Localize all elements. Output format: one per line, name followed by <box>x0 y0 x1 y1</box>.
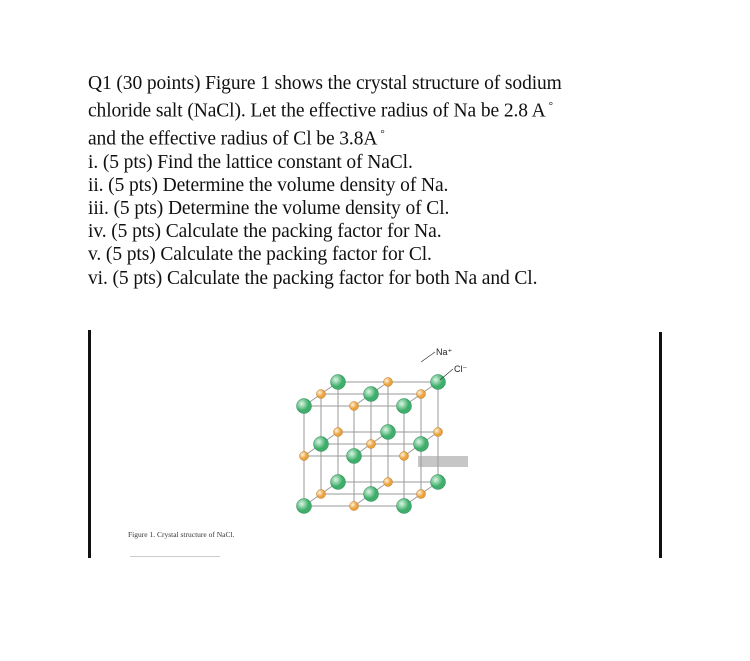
cl-ion-atom <box>381 425 396 440</box>
na-ion-atom <box>300 452 309 461</box>
na-ion-atom <box>384 378 393 387</box>
na-ion-atom <box>317 490 326 499</box>
cl-ion-atom <box>397 399 412 414</box>
part-iii: iii. (5 pts) Determine the volume density of Cl. <box>88 198 450 220</box>
part-v: v. (5 pts) Calculate the packing factor for Cl. <box>88 244 432 266</box>
cl-label-leader <box>440 369 453 380</box>
cl-ion-atom <box>297 399 312 414</box>
part-iv: iv. (5 pts) Calculate the packing factor for Na. <box>88 221 442 243</box>
na-ion-atom <box>417 490 426 499</box>
cl-ion-atom <box>314 437 329 452</box>
na-label-leader <box>421 352 435 362</box>
figure-caption: Figure 1. Crystal structure of NaCl. <box>128 530 235 539</box>
question-line-3 <box>88 123 688 151</box>
question-line-2 <box>88 95 688 123</box>
na-ion-atom <box>417 390 426 399</box>
cl-ion-atom <box>331 475 346 490</box>
figure-panel <box>88 330 662 558</box>
degree-symbol: ° <box>548 100 553 113</box>
question-line-1: Q1 (30 points) Figure 1 shows the crystal structure of sodium <box>88 73 562 94</box>
question-text <box>88 72 688 290</box>
cl-ion-atom <box>364 487 379 502</box>
cl-ion-atom <box>431 375 446 390</box>
atoms <box>297 375 446 514</box>
cl-ion-atom <box>297 499 312 514</box>
na-ion-atom <box>367 440 376 449</box>
cl-ion-atom <box>397 499 412 514</box>
cl-ion-atom <box>364 387 379 402</box>
question-line-2-text: chloride salt (NaCl). Let the effective radius of Na be 2.8 A <box>88 100 546 122</box>
nacl-crystal-diagram <box>278 338 488 528</box>
na-ion-atom <box>317 390 326 399</box>
caption-rule <box>130 556 220 557</box>
na-ion-atom <box>434 428 443 437</box>
part-ii: ii. (5 pts) Determine the volume density of Na. <box>88 174 449 196</box>
na-ion-atom <box>350 402 359 411</box>
na-ion-atom <box>350 502 359 511</box>
na-ion-label: Na⁺ <box>436 347 453 357</box>
na-ion-atom <box>400 452 409 461</box>
part-vi: vi. (5 pts) Calculate the packing factor for both Na and Cl. <box>88 267 538 289</box>
degree-symbol: ° <box>380 127 385 140</box>
right-border-bar <box>659 332 662 558</box>
question-line-3-text: and the effective radius of Cl be 3.8A <box>88 128 378 150</box>
na-ion-atom <box>334 428 343 437</box>
cl-ion-atom <box>347 449 362 464</box>
na-ion-atom <box>384 478 393 487</box>
cl-ion-label: Cl⁻ <box>454 364 468 374</box>
cl-ion-atom <box>331 375 346 390</box>
cl-ion-atom <box>414 437 429 452</box>
cl-ion-atom <box>431 475 446 490</box>
left-border-bar <box>88 330 91 558</box>
part-i: i. (5 pts) Find the lattice constant of NaCl. <box>88 151 413 173</box>
